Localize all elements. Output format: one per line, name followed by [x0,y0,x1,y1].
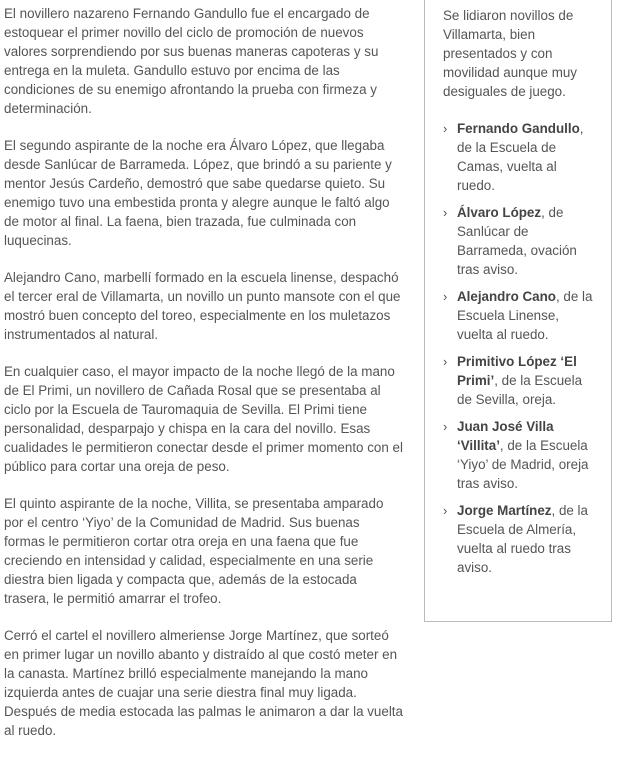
result-item [443,352,597,409]
chevron-right-icon: › [443,419,448,434]
result-detail: , de Sanlúcar de Barrameda, ovación tras aviso. [457,205,577,277]
article-paragraph: El segundo aspirante de la noche era Álvaro López, que llegaba desde Sanlúcar de Barrameda. López, que brindó a su pariente y mentor Jesús Cardeño, demostró que sabe quedarse quieto. Su enemigo tuvo una embestida pronta y alegre aunque le faltó algo de motor al final. La faena, bien trazada, fue culminada con luquecinas. [4,138,392,248]
article-body [4,4,404,758]
result-item [443,287,597,344]
result-detail: , de la Escuela de Camas, vuelta al ruedo. [457,121,584,193]
result-detail: , de la Escuela Linense, vuelta al ruedo. [457,289,593,342]
result-detail: , de la Escuela de Almería, vuelta al ruedo tras aviso. [457,503,588,575]
article-paragraph: En cualquier caso, el mayor impacto de la noche llegó de la mano de El Primi, un novillero de Cañada Rosal que se presentaba al ciclo por la Escuela de Tauromaquia de Sevilla. El Primi tiene personalidad, desparpajo y chispa en la cara del novillo. Esas cualidades le permitieron conectar desde el primer momento con el público para cortar una oreja de peso. [4,364,403,474]
chevron-right-icon: › [443,205,448,220]
sidebar-intro: Se lidiaron novillos de Villamarta, bien presentados y con movilidad aunque muy desiguales de juego. [443,8,577,99]
bullfighter-name: Jorge Martínez [457,503,552,518]
bullfighter-name: Fernando Gandullo [457,121,580,136]
result-detail: , de la Escuela de Sevilla, oreja. [457,373,583,407]
result-item [443,417,597,493]
article-paragraph: El quinto aspirante de la noche, Villita, se presentaba amparado por el centro ‘Yiyo’ de la Comunidad de Madrid. Sus buenas formas le permitieron cortar otra oreja en una faena que fue creciendo en intensidad y calidad, especialmente en una serie diestra bien ligada y compacta que, además de la estocada trasera, le permitió amarrar el trofeo. [4,496,384,606]
result-item [443,119,597,195]
bullfighter-name: Álvaro López [457,205,542,220]
bullfighter-name: Alejandro Cano [457,289,556,304]
result-detail: , de la Escuela ‘Yiyo’ de Madrid, oreja tras aviso. [457,438,589,491]
article-paragraph: Alejandro Cano, marbellí formado en la escuela linense, despachó el tercer eral de Villamarta, un novillo un punto mansote con el que mostró buen concepto del toreo, especialmente en los muletazos instrumentados al natural. [4,270,401,342]
result-item [443,501,597,577]
article-paragraph: El novillero nazareno Fernando Gandullo fue el encargado de estoquear el primer novillo del ciclo de promoción de nuevos valores sorprendiendo por sus buenas maneras capoteras y su entrega en la muleta. Gandullo estuvo por encima de las condiciones de su enemigo afrontando la prueba con firmeza y determinación. [4,6,379,116]
bullfighter-name: Juan José Villa ‘Villita’ [457,419,554,453]
results-sidebar [424,0,612,622]
bullfighter-name: Primitivo López ‘El Primi’ [457,354,577,388]
chevron-right-icon: › [443,289,448,304]
article-paragraph: Cerró el cartel el novillero almeriense Jorge Martínez, que sorteó en primer lugar un novillo abanto y distraído al que costó meter en la canasta. Martínez brilló especialmente manejando la mano izquierda antes de cuajar una serie diestra final muy ligada. Después de media estocada las palmas le animaron a dar la vuelta al ruedo. [4,628,403,738]
result-item [443,203,597,279]
chevron-right-icon: › [443,503,448,518]
chevron-right-icon: › [443,121,448,136]
chevron-right-icon: › [443,354,448,369]
results-list [443,119,597,577]
